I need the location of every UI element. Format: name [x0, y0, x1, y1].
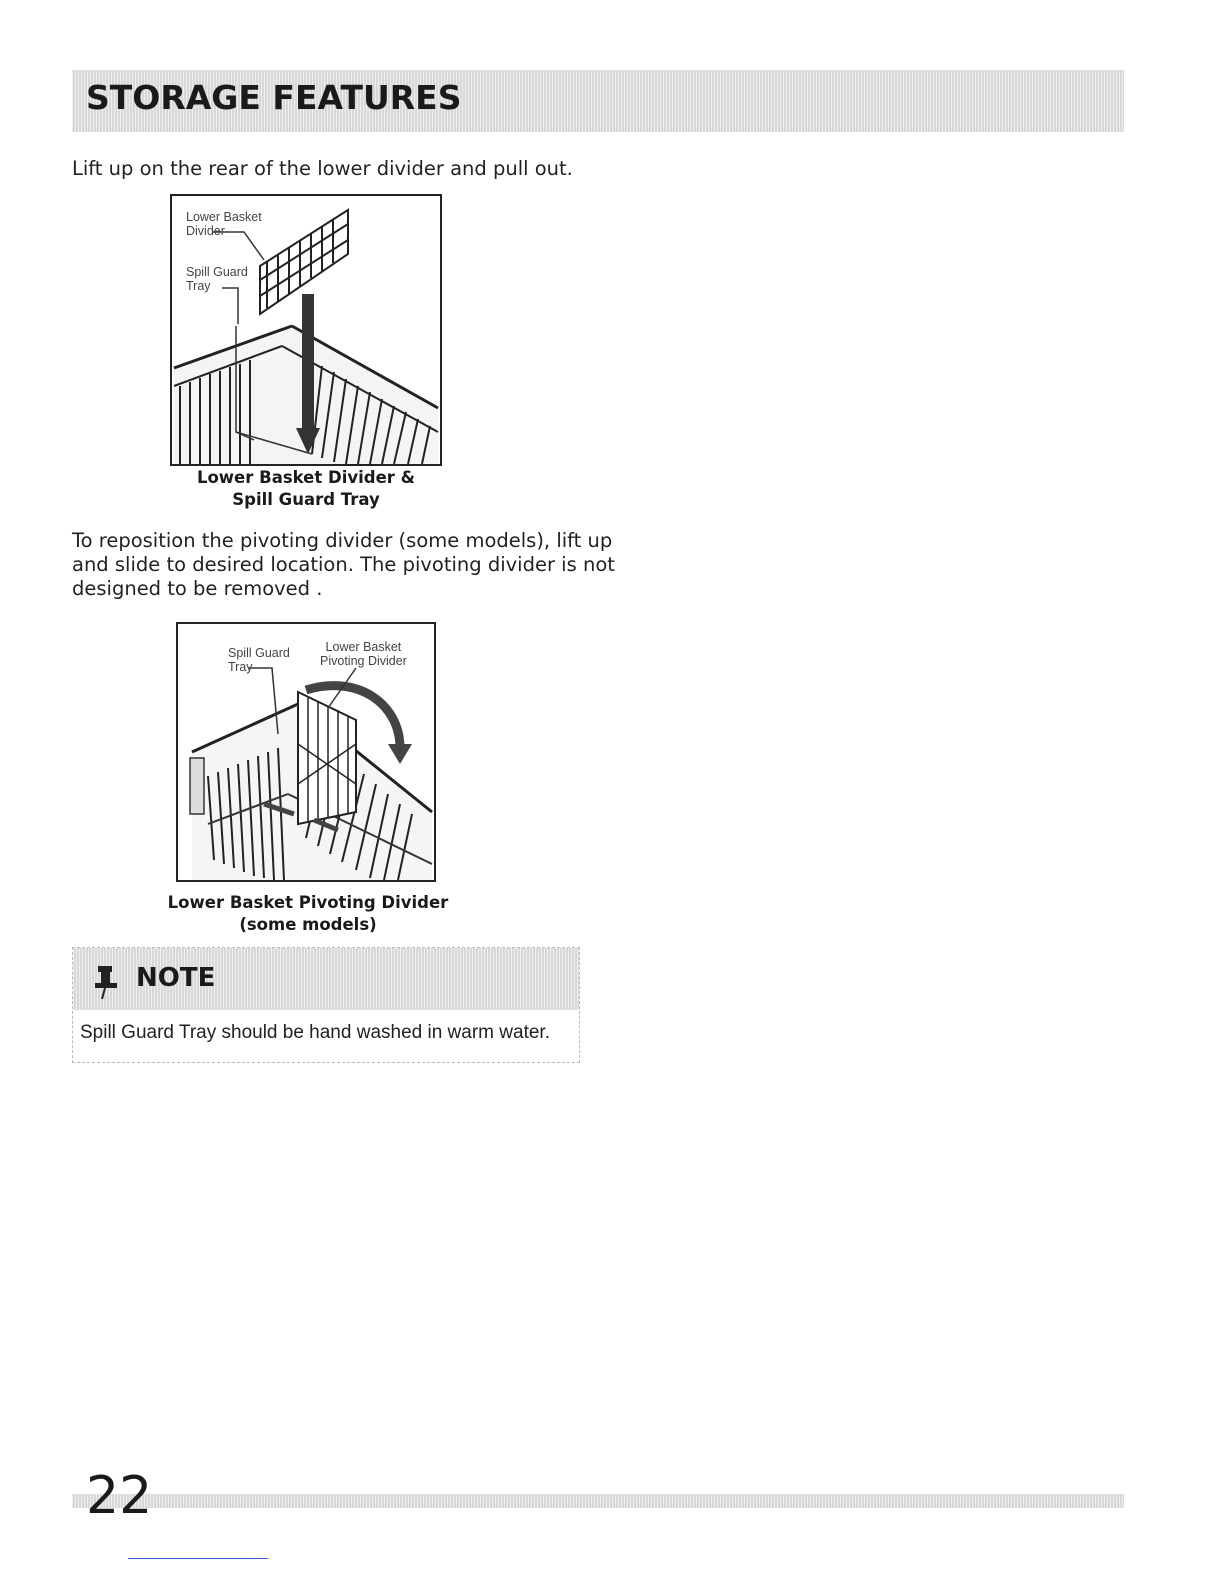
figure-lower-basket-divider	[170, 194, 442, 466]
page-number: 22	[86, 1466, 153, 1526]
footer-bar	[72, 1494, 1124, 1508]
label-line: Pivoting Divider	[320, 654, 407, 668]
label-line: Tray	[228, 660, 253, 674]
caption-line: (some models)	[239, 915, 377, 934]
note-text: Spill Guard Tray should be hand washed in warm water.	[80, 1022, 550, 1043]
pushpin-icon	[92, 964, 122, 1000]
caption-line: Lower Basket Divider &	[196, 468, 416, 487]
caption-line: Spill Guard Tray	[232, 490, 380, 509]
label-spill-guard-tray	[186, 265, 248, 293]
footer-rule	[128, 1558, 268, 1559]
label-line: Spill Guard	[186, 265, 248, 279]
label-line: Lower Basket	[186, 210, 262, 224]
paragraph-line: and slide to desired location. The pivoting divider is not	[72, 553, 615, 576]
label-pivoting-divider	[320, 640, 407, 668]
label-line: Lower Basket	[325, 640, 402, 654]
figure2-caption	[156, 892, 460, 936]
reposition-text	[72, 529, 615, 601]
label-line: Divider	[186, 224, 225, 238]
figure-pivoting-divider	[176, 622, 436, 882]
intro-text: Lift up on the rear of the lower divider and pull out.	[72, 157, 573, 180]
label-line: Spill Guard	[228, 646, 290, 660]
paragraph-line: To reposition the pivoting divider (some models), lift up	[72, 529, 613, 552]
page-title: STORAGE FEATURES	[86, 78, 462, 117]
figure1-caption	[170, 467, 442, 511]
paragraph-line: designed to be removed .	[72, 577, 323, 600]
caption-line: Lower Basket Pivoting Divider	[167, 893, 449, 912]
label-spill-guard-tray-2	[228, 646, 290, 674]
label-line: Tray	[186, 279, 211, 293]
label-lower-basket-divider	[186, 210, 262, 238]
note-title: NOTE	[136, 963, 216, 993]
